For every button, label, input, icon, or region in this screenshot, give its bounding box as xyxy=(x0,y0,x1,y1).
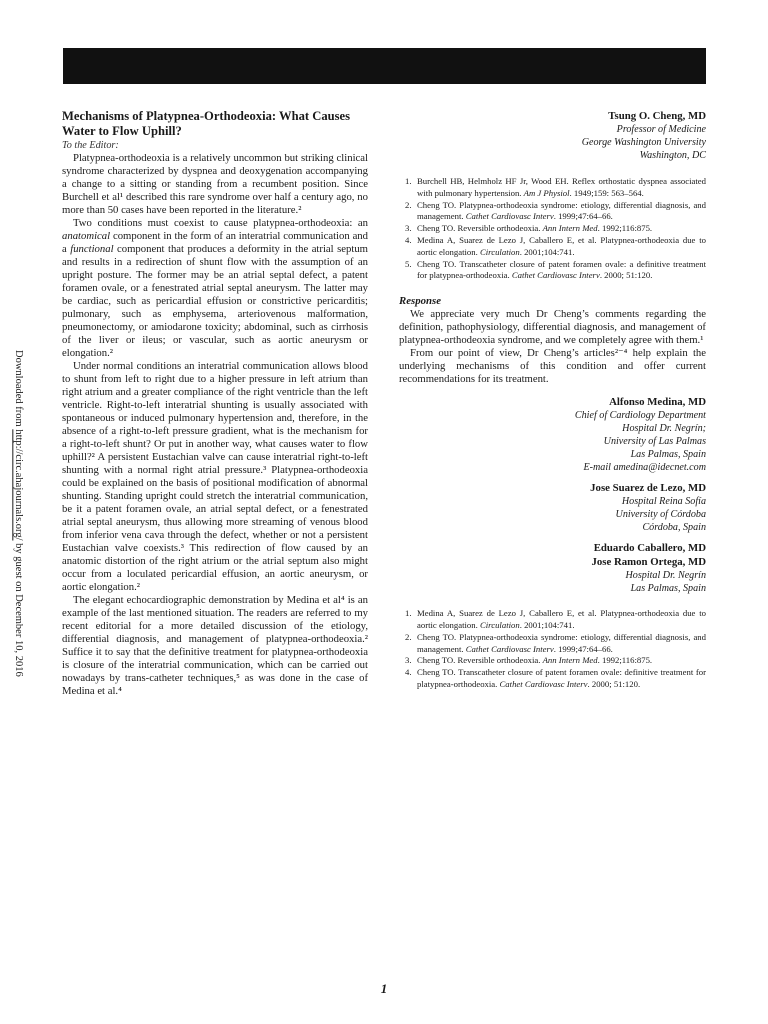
author-affiliation: George Washington University xyxy=(581,137,706,148)
response-heading: Response xyxy=(399,295,441,308)
reference-item: 4. Medina A, Suarez de Lezo J, Caballero E, et al. Platypnea-orthodeoxia due to aortic elongation. Circulation. 2001;104:741. xyxy=(405,234,706,257)
response-paragraph: From our point of view, Dr Cheng’s articles²⁻⁴ help explain the underlying mechanisms of this condition and offer current recommendations for its treatment. xyxy=(399,347,706,386)
journal-link[interactable]: http://circ.ahajournals.org/ xyxy=(13,429,24,541)
reference-item: 1. Burchell HB, Helmholz HF Jr, Wood EH. Reflex orthostatic dyspnea associated with pulmonary hypertension. Am J Physiol. 1949;159: 563–564. xyxy=(405,176,706,198)
reference-item: 2. Cheng TO. Platypnea-orthodeoxia syndrome: etiology, differential diagnosis, and management. Cathet Cardiovasc Interv. 1999;47:64–66. xyxy=(405,631,706,654)
download-prefix: Downloaded from xyxy=(13,350,24,430)
signatory-affiliation: Chief of Cardiology Department xyxy=(574,410,706,422)
signatory-affiliation: Hospital Dr. Negrín xyxy=(625,570,706,582)
header-bar xyxy=(63,48,706,84)
signatory-block xyxy=(399,481,706,534)
signatory-affiliation: Hospital Reina Sofía xyxy=(621,496,706,508)
signatory-affiliation: University of Córdoba xyxy=(615,509,706,521)
letter-body xyxy=(62,152,368,698)
signatory-affiliation: University of Las Palmas xyxy=(603,436,706,448)
letter-author-block xyxy=(399,109,706,162)
signatory-affiliation: Las Palmas, Spain xyxy=(630,583,706,595)
letter-references xyxy=(399,176,706,282)
download-sidebar xyxy=(10,350,26,680)
reference-item: 5. Cheng TO. Transcatheter closure of patent foramen ovale: a definitive treatment for platypnea-orthodeoxia. Cathet Cardiovasc Interv. 2000; 51:120. xyxy=(405,258,706,281)
reference-item: 2. Cheng TO. Platypnea-orthodeoxia syndrome: etiology, differential diagnosis, and management. Cathet Cardiovasc Interv. 1999;47:64–66. xyxy=(405,199,706,222)
response-references xyxy=(399,608,706,691)
reference-item: 4. Cheng TO. Transcatheter closure of patent foramen ovale: definitive treatment for platypnea-orthodeoxia. Cathet Cardiovasc Interv. 2000; 51:120. xyxy=(405,667,706,689)
signatory-affiliation: Córdoba, Spain xyxy=(642,522,706,534)
right-column xyxy=(399,109,706,691)
reference-item: 1. Medina A, Suarez de Lezo J, Caballero E, et al. Platypnea-orthodeoxia due to aortic elongation. Circulation. 2001;104:741. xyxy=(405,608,706,630)
signatory-block xyxy=(399,395,706,474)
author-affiliation: Professor of Medicine xyxy=(616,124,706,135)
letter-paragraph: Under normal conditions an interatrial communication allows blood to shunt from left to right due to a higher pressure in left atrium than right atrium and a greater compliance of the right ventricle than the left ventricle. Right-to-left interatrial shunting is usually associated with spontaneous or induced pulmonary hypertension and, therefore, in the absence of a right-to-left pressure gradient, what is the mechanism for a right-to-left shunt? Or put in another way, what causes water to flow uphill?² A persistent Eustachian valve can cause interatrial right-to-left shunting with a normal right atrial pressure.³ Platypnea-orthodeoxia could be explained on the basis of positional modification of abnormal shunting. Standing upright could stretch the interatrial communication, be it a patent foramen ovale, an atrial septal defect, or a fenestrated atrial septal aneurysm, thus allowing more streaming of venous blood from inferior vena cava through the defect, whether or not a persistent Eustachian valve coexists.³ This redirection of flow caused by an anatomic distortion of the right atrium or the atrial septum also might occur from a loculated pericardial effusion, an aortic aneurysm, or aortic elongation.² xyxy=(62,360,368,593)
letter-paragraph: Two conditions must coexist to cause platypnea-orthodeoxia: an anatomical component in the form of an interatrial communication and a functional component that produces a deformity in the atrial septum and results in a redirection of shunt flow with the assumption of an upright posture. The former may be an atrial septal defect, a patent foramen ovale, or a fenestrated atrial septal aneurysm. The latter may be cardiac, such as pericardial effusion or constrictive pericarditis; pulmonary, such as emphysema, arteriovenous malformation, pneumonectomy, or amiodarone toxicity; abdominal, such as cirrhosis of the liver or ileus; or vascular, such as aortic aneurysm or elongation.² xyxy=(62,217,368,359)
download-suffix: by guest on December 10, 2016 xyxy=(13,540,24,677)
letter-paragraph: Platypnea-orthodeoxia is a relatively uncommon but striking clinical syndrome characterized by dyspnea and deoxygenation accompanying a change to a sitting or standing from a recumbent position. Since Burchell et al¹ described this rare syndrome over half a century ago, no more than 50 cases have been reported in the literature.² xyxy=(62,152,368,216)
author-name: Tsung O. Cheng, MD xyxy=(608,110,706,122)
response-body xyxy=(399,308,706,386)
signatory-name: Jose Suarez de Lezo, MD xyxy=(590,482,706,495)
signatory-name: Alfonso Medina, MD xyxy=(609,396,706,409)
signatory-block xyxy=(399,541,706,595)
letter-column xyxy=(62,109,368,698)
letter-paragraph: The elegant echocardiographic demonstration by Medina et al⁴ is an example of the last mentioned situation. The readers are referred to my recent editorial for a more detailed discussion of the etiology, differential diagnosis, and management of platypnea-orthodeoxia.² Suffice it to say that the definitive treatment for platypnea-orthodeoxia is closure of the interatrial communication, which can be carried out nowadays by trans-catheter techniques,⁵ as was done in the case of Medina et al.⁴ xyxy=(62,594,368,697)
author-affiliation: Washington, DC xyxy=(639,150,706,161)
reference-item: 3. Cheng TO. Reversible orthodeoxia. Ann Intern Med. 1992;116:875. xyxy=(405,655,653,666)
page-number: 1 xyxy=(380,981,388,996)
signatory-affiliation: Las Palmas, Spain xyxy=(630,449,706,461)
signatory-email: E-mail amedina@idecnet.com xyxy=(583,462,706,474)
reference-item: 3. Cheng TO. Reversible orthodeoxia. Ann Intern Med. 1992;116:875. xyxy=(405,223,653,234)
letter-title: Mechanisms of Platypnea-Orthodeoxia: What Causes Water to Flow Uphill? xyxy=(62,109,351,138)
signatory-name: Jose Ramon Ortega, MD xyxy=(591,556,706,569)
response-paragraph: We appreciate very much Dr Cheng’s comments regarding the definition, pathophysiology, differential diagnosis, and management of platypnea-orthodeoxia syndrome, and we completely agree with them.¹ xyxy=(399,308,706,347)
signatory-affiliation: Hospital Dr. Negrín; xyxy=(622,423,706,435)
salutation: To the Editor: xyxy=(62,140,119,151)
signatory-name: Eduardo Caballero, MD xyxy=(593,542,706,555)
